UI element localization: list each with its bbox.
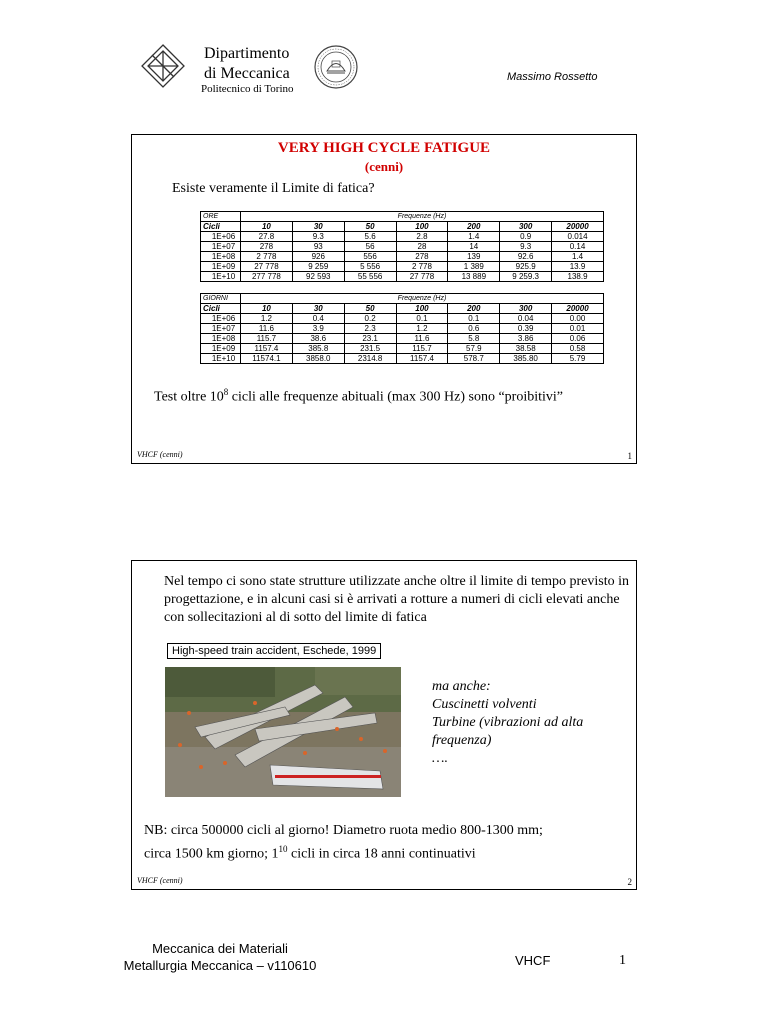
- slide-2: [131, 560, 637, 890]
- table-cell: 0.14: [552, 242, 604, 252]
- course-version: Metallurgia Meccanica – v110610: [123, 958, 317, 973]
- days-table: [200, 293, 604, 364]
- table-cell: 2.3: [344, 324, 396, 334]
- table-cell: 277 778: [241, 272, 293, 282]
- frequency-header: 20000: [552, 304, 604, 314]
- course-info: [100, 940, 340, 974]
- frequency-header: 100: [396, 304, 448, 314]
- table-cell: 278: [241, 242, 293, 252]
- table-cell: 13 889: [448, 272, 500, 282]
- table-cell: 93: [292, 242, 344, 252]
- table-cell: 92.6: [500, 252, 552, 262]
- table-row: [201, 232, 604, 242]
- table-cell: 139: [448, 252, 500, 262]
- department-line-1: Dipartimento: [204, 45, 290, 62]
- table-cell: 14: [448, 242, 500, 252]
- also-title: ma anche:: [432, 679, 491, 694]
- table-cell: 38.58: [500, 344, 552, 354]
- conclusion-exponent: 8: [223, 387, 229, 397]
- table-cell: 925.9: [500, 262, 552, 272]
- table-cell: 38.6: [292, 334, 344, 344]
- table-cell: 0.58: [552, 344, 604, 354]
- photo-caption: High-speed train accident, Eschede, 1999: [167, 643, 381, 659]
- topic-label: VHCF: [515, 953, 551, 968]
- table-cell: 0.2: [344, 314, 396, 324]
- cycles-cell: 1E+09: [201, 344, 241, 354]
- table-cell: 278: [396, 252, 448, 262]
- also-item: Turbine (vibrazioni ad alta: [432, 715, 584, 730]
- course-name: Meccanica dei Materiali: [152, 941, 288, 956]
- table-cell: 1.4: [448, 232, 500, 242]
- slide-footer-note: VHCF (cenni): [137, 876, 183, 885]
- frequency-header: 50: [344, 222, 396, 232]
- table-cell: 0.6: [448, 324, 500, 334]
- nb-text-end: cicli in circa 18 anni continuativi: [287, 846, 476, 862]
- slide-1: [131, 134, 637, 464]
- table-cell: 0.9: [500, 232, 552, 242]
- table-cell: 1 389: [448, 262, 500, 272]
- table-row: [201, 314, 604, 324]
- frequency-header: 50: [344, 304, 396, 314]
- table-cell: 385.80: [500, 354, 552, 364]
- table-cell: 2 778: [241, 252, 293, 262]
- slide-page-number: 2: [627, 877, 632, 887]
- hours-table: [200, 211, 604, 282]
- frequency-header: 200: [448, 222, 500, 232]
- table-cell: 1157.4: [241, 344, 293, 354]
- table-cell: 0.4: [292, 314, 344, 324]
- table-cell: 27.8: [241, 232, 293, 242]
- table-cell: 11.6: [241, 324, 293, 334]
- table-cell: 115.7: [241, 334, 293, 344]
- university-seal-icon: [313, 44, 359, 90]
- table-cell: 2.8: [396, 232, 448, 242]
- frequency-header: 20000: [552, 222, 604, 232]
- cycles-cell: 1E+07: [201, 324, 241, 334]
- also-list: [432, 678, 583, 768]
- department-logo: [140, 43, 186, 89]
- table-cell: 231.5: [344, 344, 396, 354]
- table-cell: 0.1: [396, 314, 448, 324]
- cycles-cell: 1E+06: [201, 314, 241, 324]
- days-unit-label: GIORNI: [201, 294, 241, 304]
- slide-page-number: 1: [627, 451, 632, 461]
- table-cell: 28: [396, 242, 448, 252]
- table-cell: 1.4: [552, 252, 604, 262]
- frequency-header: 30: [292, 222, 344, 232]
- table-cell: 27 778: [241, 262, 293, 272]
- table-cell: 5.6: [344, 232, 396, 242]
- table-cell: 56: [344, 242, 396, 252]
- table-cell: 13.9: [552, 262, 604, 272]
- table-cell: 926: [292, 252, 344, 262]
- frequency-header: 300: [500, 222, 552, 232]
- cycles-cell: 1E+07: [201, 242, 241, 252]
- page-number: 1: [619, 953, 626, 968]
- frequency-header: 100: [396, 222, 448, 232]
- frequency-group-label: Frequenze (Hz): [241, 294, 604, 304]
- table-cell: 0.1: [448, 314, 500, 324]
- slide-title: VERY HIGH CYCLE FATIGUE: [277, 140, 491, 156]
- slide-subtitle: (cenni): [364, 159, 404, 174]
- frequency-header: 10: [241, 222, 293, 232]
- university-name: Politecnico di Torino: [201, 83, 294, 95]
- frequency-header: 30: [292, 304, 344, 314]
- table-cell: 0.014: [552, 232, 604, 242]
- table-cell: 9 259: [292, 262, 344, 272]
- table-cell: 2314.8: [344, 354, 396, 364]
- table-cell: 138.9: [552, 272, 604, 282]
- table-cell: 57.9: [448, 344, 500, 354]
- cycles-column-header: Cicli: [201, 304, 241, 314]
- slide-question: Esiste veramente il Limite di fatica?: [172, 181, 375, 196]
- table-cell: 3.9: [292, 324, 344, 334]
- train-accident-photo: [165, 667, 401, 797]
- table-row: [201, 354, 604, 364]
- table-cell: 385.8: [292, 344, 344, 354]
- table-cell: 0.06: [552, 334, 604, 344]
- table-cell: 5.79: [552, 354, 604, 364]
- table-cell: 9 259.3: [500, 272, 552, 282]
- nb-line-1: NB: circa 500000 cicli al giorno! Diametro ruota medio 800-1300 mm;: [144, 823, 543, 838]
- nb-exponent: 10: [278, 844, 288, 854]
- table-cell: 1.2: [241, 314, 293, 324]
- author-name: Massimo Rossetto: [507, 71, 598, 83]
- cycles-cell: 1E+10: [201, 272, 241, 282]
- frequency-group-label: Frequenze (Hz): [241, 212, 604, 222]
- table-cell: 0.00: [552, 314, 604, 324]
- table-cell: 556: [344, 252, 396, 262]
- also-item: Cuscinetti volventi: [432, 697, 537, 712]
- table-cell: 92 593: [292, 272, 344, 282]
- frequency-header: 300: [500, 304, 552, 314]
- table-row: [201, 324, 604, 334]
- table-cell: 55 556: [344, 272, 396, 282]
- frequency-header: 200: [448, 304, 500, 314]
- table-cell: 2 778: [396, 262, 448, 272]
- cycles-cell: 1E+10: [201, 354, 241, 364]
- department-name: [204, 44, 290, 84]
- slide-footer-note: VHCF (cenni): [137, 450, 183, 459]
- table-cell: 0.01: [552, 324, 604, 334]
- conclusion-text-start: Test oltre 10: [154, 389, 224, 405]
- table-cell: 23.1: [344, 334, 396, 344]
- slide-conclusion: [154, 387, 563, 406]
- cycles-cell: 1E+06: [201, 232, 241, 242]
- nb-line-2: [144, 840, 634, 864]
- also-item: frequenza): [432, 733, 492, 748]
- cycles-cell: 1E+08: [201, 252, 241, 262]
- table-cell: 5.8: [448, 334, 500, 344]
- table-row: [201, 242, 604, 252]
- table-cell: 578.7: [448, 354, 500, 364]
- also-item: ….: [432, 751, 448, 766]
- slide-paragraph: Nel tempo ci sono state strutture utilizzate anche oltre il limite di tempo previsto in progettazione, e in alcuni casi si è arrivati a rotture a numeri di cicli elevati anche con sollecitazioni al di sotto del limite di fatica: [164, 574, 629, 625]
- table-row: [201, 262, 604, 272]
- conclusion-text-end: cicli alle frequenze abituali (max 300 Hz) sono “proibitivi”: [228, 389, 563, 405]
- department-line-2: di Meccanica: [204, 65, 290, 82]
- cycles-cell: 1E+09: [201, 262, 241, 272]
- table-row: [201, 272, 604, 282]
- table-cell: 9.3: [500, 242, 552, 252]
- table-cell: 9.3: [292, 232, 344, 242]
- table-cell: 1157.4: [396, 354, 448, 364]
- table-row: [201, 252, 604, 262]
- table-cell: 5 556: [344, 262, 396, 272]
- table-row: [201, 334, 604, 344]
- table-cell: 3858.0: [292, 354, 344, 364]
- nb-text-start: circa 1500 km giorno; 1: [144, 846, 279, 862]
- table-cell: 1.2: [396, 324, 448, 334]
- table-cell: 0.04: [500, 314, 552, 324]
- table-cell: 0.39: [500, 324, 552, 334]
- cycles-column-header: Cicli: [201, 222, 241, 232]
- table-row: [201, 344, 604, 354]
- table-cell: 11.6: [396, 334, 448, 344]
- cycles-cell: 1E+08: [201, 334, 241, 344]
- frequency-header: 10: [241, 304, 293, 314]
- table-cell: 27 778: [396, 272, 448, 282]
- table-cell: 115.7: [396, 344, 448, 354]
- table-cell: 11574.1: [241, 354, 293, 364]
- hours-unit-label: ORE: [201, 212, 241, 222]
- table-cell: 3.86: [500, 334, 552, 344]
- nb-note: [144, 821, 634, 864]
